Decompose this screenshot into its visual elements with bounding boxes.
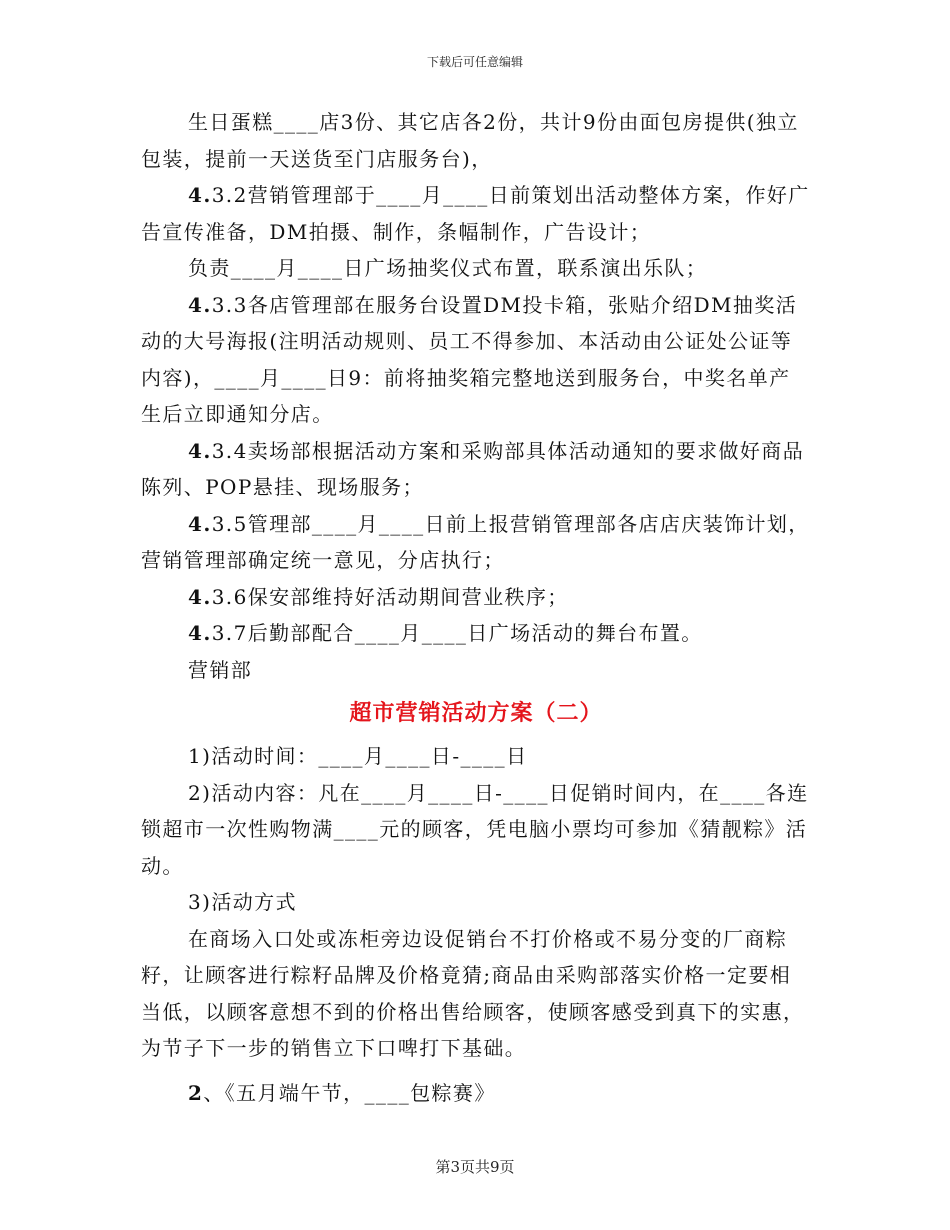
- document-body: [141, 104, 811, 1111]
- paragraph: 4.3.7后勤部配合____月____日广场活动的舞台布置。: [188, 621, 703, 645]
- paragraph: 生日蛋糕____店3份、其它店各2份，共计9份由面包房提供(独立包装，提前一天送货至门店服务台)，: [141, 110, 799, 171]
- paragraph: 1)活动时间：____月____日-____日: [188, 744, 528, 768]
- page-header: 下载后可任意编辑: [426, 55, 523, 69]
- paragraph: 4.3.3各店管理部在服务台设置DM投卡箱，张贴介绍DM抽奖活动的大号海报(注明活动规则、员工不得参加、本活动由公证处公证等内容)，____月____日9：前将抽奖箱完整地送到服务台，中奖名单产生后立即通知分店。: [141, 292, 798, 426]
- paragraph: 4.3.4卖场部根据活动方案和采购部具体活动通知的要求做好商品陈列、POP悬挂、现场服务；: [141, 438, 805, 499]
- paragraph: 3)活动方式: [188, 890, 297, 914]
- paragraph: 4.3.2营销管理部于____月____日前策划出活动整体方案，作好广告宣传准备，DM拍摄、制作，条幅制作，广告设计；: [141, 183, 810, 244]
- paragraph: 2)活动内容：凡在____月____日-____日促销时间内，在____各连锁超市一次性购物满____元的顾客，凭电脑小票均可参加《猜靓粽》活动。: [141, 780, 809, 878]
- paragraph: 负责____月____日广场抽奖仪式布置，联系演出乐队；: [188, 256, 708, 280]
- paragraph: 在商场入口处或冻柜旁边设促销台不打价格或不易分变的厂商粽籽，让顾客进行粽籽品牌及价格竟猜;商品由采购部落实价格一定要相当低，以顾客意想不到的价格出售给顾客，使顾客感受到真下的实惠，为节子下一步的销售立下口啤打下基础。: [141, 926, 805, 1060]
- paragraph: 4.3.5管理部____月____日前上报营销管理部各店店庆装饰计划，营销管理部确定统一意见，分店执行；: [141, 511, 810, 572]
- paragraph: 4.3.6保安部维持好活动期间营业秩序；: [188, 584, 569, 609]
- signature-line: 营销部: [188, 657, 253, 682]
- page-footer: 第3页共9页: [435, 1158, 515, 1176]
- paragraph: 2、《五月端午节，____包粽赛》: [188, 1080, 496, 1105]
- section-title: 超市营销活动方案（二）: [349, 701, 603, 726]
